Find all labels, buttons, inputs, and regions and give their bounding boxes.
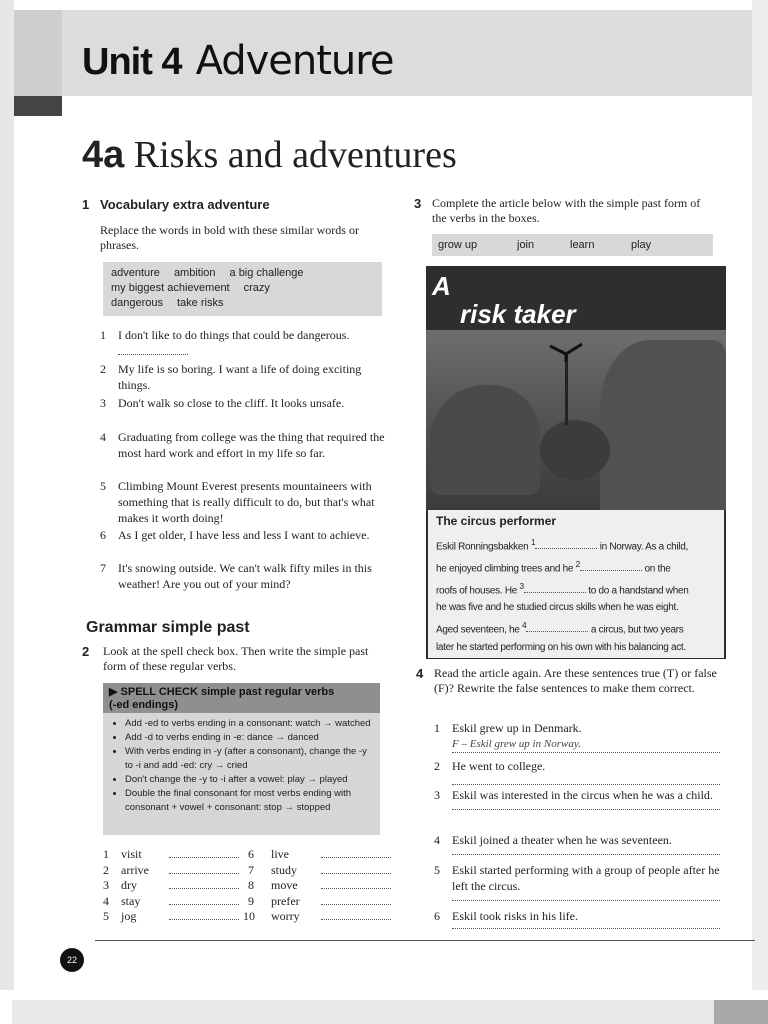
spell-check-header: [103, 683, 380, 713]
verb-number: 9: [248, 893, 254, 908]
article-body: [436, 534, 720, 656]
ex1-instruction: Replace the words in bold with these similar words or phrases.: [100, 223, 359, 252]
lesson-title: [82, 133, 457, 177]
verb: live: [271, 847, 289, 861]
verb-number: 1: [103, 847, 109, 861]
ex2-instruction: Look at the spell check box. Then write the simple past form of these regular verbs.: [103, 644, 369, 673]
item-number: 6: [100, 528, 106, 542]
word-chip: ambition: [173, 267, 216, 279]
article-gap[interactable]: [535, 539, 597, 549]
verb-number: 7: [248, 862, 254, 877]
answer-blank[interactable]: [169, 863, 239, 874]
answer-line[interactable]: [452, 848, 720, 855]
spell-check-title: ▶ SPELL CHECK simple past regular verbs: [109, 686, 335, 698]
page-left-edge: [0, 0, 14, 990]
spell-rule: • Don't change the -y to -i after a vowel: play → played: [125, 773, 374, 787]
article-text: to do a handstand when: [588, 584, 689, 596]
verb: worry: [271, 909, 300, 923]
ex2-heading: [82, 644, 100, 659]
item-number: 2: [434, 759, 440, 773]
verb-number: 2: [103, 862, 109, 877]
item-text: My life is so boring. I want a life of doing exciting things.: [118, 362, 362, 392]
ex3-verb-box: [432, 234, 713, 256]
ex1-word-box: [103, 262, 382, 316]
rock-shape: [540, 420, 610, 480]
verb: stay: [121, 893, 141, 908]
verb: jog: [121, 909, 137, 923]
ex4-item: [434, 862, 720, 901]
ex3-number: 3: [414, 196, 422, 211]
article-title-line1: A: [432, 271, 451, 301]
article-text: a circus, but two years: [590, 624, 684, 636]
next-page-strip: [12, 1000, 714, 1024]
answer-blank[interactable]: [321, 863, 391, 874]
ex4-instruction: Read the article again. Are these sentences true (T) or false (F)? Rewrite the false sentences to make them correct.: [434, 666, 717, 695]
verb: study: [271, 862, 298, 877]
page-right-edge: [752, 0, 768, 990]
item-number: 5: [100, 479, 106, 493]
answer-blank[interactable]: [118, 344, 188, 355]
ex3-instruction: Complete the article below with the simple past form of the verbs in the boxes.: [432, 196, 701, 225]
verb-number: 8: [248, 878, 254, 892]
verb-number: 3: [103, 878, 109, 892]
spell-rule: • With verbs ending in -y (after a consonant), change the -y to -i and add -ed: cry → cried: [125, 745, 374, 773]
item-number: 1: [100, 328, 106, 342]
word-chip: a big challenge: [229, 267, 304, 279]
article-text: Eskil Ronningsbakken: [436, 541, 529, 553]
item-number: 7: [100, 561, 106, 575]
answer-blank[interactable]: [321, 878, 391, 889]
verb-number: 6: [248, 847, 254, 861]
item-number: 1: [434, 721, 440, 735]
ex4-item: [434, 720, 720, 753]
item-text: Don't walk so close to the cliff. It looks unsafe.: [118, 396, 345, 410]
ex4-item: [434, 787, 720, 810]
unit-title: [82, 38, 393, 84]
ex2-number: 2: [82, 644, 90, 659]
gap-number: 2: [575, 558, 580, 569]
ex4-item: [434, 832, 720, 855]
answer-line[interactable]: [452, 774, 720, 785]
page-number: 22: [60, 948, 84, 972]
verb-number: 5: [103, 909, 109, 923]
ex4-item: [434, 758, 720, 785]
item-text: Eskil was interested in the circus when he was a child.: [452, 788, 713, 802]
ex1-item: [100, 327, 390, 359]
header-tab: [14, 10, 62, 96]
spell-rules: [103, 717, 380, 815]
rock-shape: [430, 385, 540, 495]
unit-name: Adventure: [195, 38, 394, 84]
ex4-number: 4: [416, 666, 424, 681]
answer-blank[interactable]: [169, 909, 239, 920]
ex1-item: [100, 429, 390, 461]
performer-figure-icon: [548, 342, 584, 362]
gap-number: 1: [530, 537, 536, 547]
item-text: Graduating from college was the thing that required the most hard work and effort in my life so far.: [118, 430, 385, 460]
answer-line[interactable]: [452, 924, 720, 929]
verb: prefer: [271, 893, 300, 908]
item-text: Eskil joined a theater when he was seventeen.: [452, 833, 672, 847]
spell-check-subtitle: (-ed endings): [109, 699, 179, 711]
verb: visit: [121, 847, 142, 861]
answer-blank[interactable]: [321, 847, 391, 858]
verb: arrive: [121, 862, 149, 877]
word-chip: crazy: [243, 282, 270, 294]
header-tab-accent: [14, 96, 62, 116]
item-number: 2: [100, 362, 106, 376]
item-number: 6: [434, 909, 440, 923]
word-chip: my biggest achievement: [111, 282, 230, 294]
item-text: As I get older, I have less and less I want to achieve.: [118, 528, 370, 542]
grammar-title: Grammar simple past: [86, 619, 250, 636]
ex1-number: 1: [82, 197, 90, 212]
spell-rule: • Add -d to verbs ending in -e: dance → danced: [125, 731, 374, 745]
ex1-item: [100, 560, 390, 592]
article-text: Aged seventeen, he: [436, 624, 520, 636]
item-text: Eskil started performing with a group of people after he left the circus.: [452, 863, 720, 893]
ex1-item: [100, 478, 390, 526]
verb: dry: [121, 878, 137, 892]
item-text: It's snowing outside. We can't walk fifty miles in this weather! Are you out of your mind?: [118, 561, 372, 591]
verb-list: [103, 847, 393, 925]
item-text: I don't like to do things that could be dangerous.: [118, 328, 350, 342]
unit-label: Unit 4: [82, 41, 182, 83]
item-text: Eskil took risks in his life.: [452, 909, 578, 923]
answer-blank[interactable]: [321, 909, 391, 920]
verb-chip: learn: [570, 239, 595, 251]
article-gap[interactable]: [580, 561, 642, 571]
item-number: 4: [100, 430, 106, 444]
balancing-pole: [565, 355, 568, 425]
ex1-heading: [82, 197, 270, 212]
article-subtitle: The circus performer: [436, 514, 557, 528]
footer-rule: [95, 940, 755, 941]
answer-blank[interactable]: [169, 878, 239, 889]
ex3-heading: [414, 196, 432, 211]
spell-check-box: [103, 683, 380, 835]
article-text: he enjoyed climbing trees and he: [436, 563, 574, 575]
lesson-name: Risks and adventures: [133, 134, 457, 176]
lesson-number: 4a: [82, 134, 125, 176]
item-text: Eskil grew up in Denmark.: [452, 721, 582, 735]
rock-shape: [600, 340, 726, 510]
answer-line[interactable]: [452, 803, 720, 810]
verb-number: 10: [243, 909, 255, 923]
article-title-line2: risk taker: [460, 299, 576, 329]
verb-number: 4: [103, 893, 109, 908]
article-title: [432, 272, 576, 328]
answer-blank[interactable]: [321, 894, 391, 905]
article-text: on the: [644, 563, 671, 575]
article-text: later he started performing on his own with his balancing act.: [436, 641, 686, 653]
answer-blank[interactable]: [169, 847, 239, 858]
article-text: roofs of houses. He: [436, 584, 518, 596]
spell-rule: • Double the final consonant for most verbs ending with consonant + vowel + consonant: stop → stopped: [125, 787, 374, 815]
verb-chip: play: [631, 239, 652, 251]
item-number: 5: [434, 863, 440, 877]
item-number: 3: [100, 396, 106, 410]
ex1-item: [100, 361, 390, 393]
verb-chip: grow up: [438, 239, 478, 251]
answer-blank[interactable]: [169, 894, 239, 905]
article-gap[interactable]: [526, 622, 588, 632]
example-answer: F – Eskil grew up in Norway.: [452, 736, 720, 753]
article-gap[interactable]: [524, 583, 586, 593]
item-number: 4: [434, 833, 440, 847]
article-text: he was five and he studied circus skills when he was eight.: [436, 602, 679, 614]
verb: move: [271, 878, 298, 892]
ex4-heading: [416, 666, 434, 681]
item-text: He went to college.: [452, 759, 546, 773]
verb-chip: join: [517, 239, 535, 251]
item-text: Climbing Mount Everest presents mountaineers with something that is really difficult to do, but that's what makes it worth doing!: [118, 479, 375, 525]
item-number: 3: [434, 788, 440, 802]
word-chip: adventure: [111, 267, 160, 279]
answer-line[interactable]: [452, 894, 720, 901]
next-page-tab: [714, 1000, 768, 1024]
word-chip: take risks: [177, 297, 224, 309]
ex1-item: [100, 527, 390, 543]
ex1-item: [100, 395, 390, 411]
spell-rule: • Add -ed to verbs ending in a consonant: watch → watched: [125, 717, 374, 731]
ex1-title: Vocabulary extra adventure: [100, 197, 270, 212]
gap-number: 4: [522, 619, 527, 630]
gap-number: 3: [519, 580, 524, 591]
ex4-item: [434, 908, 720, 929]
article-text: in Norway. As a child,: [599, 541, 688, 553]
word-chip: dangerous: [111, 297, 163, 309]
